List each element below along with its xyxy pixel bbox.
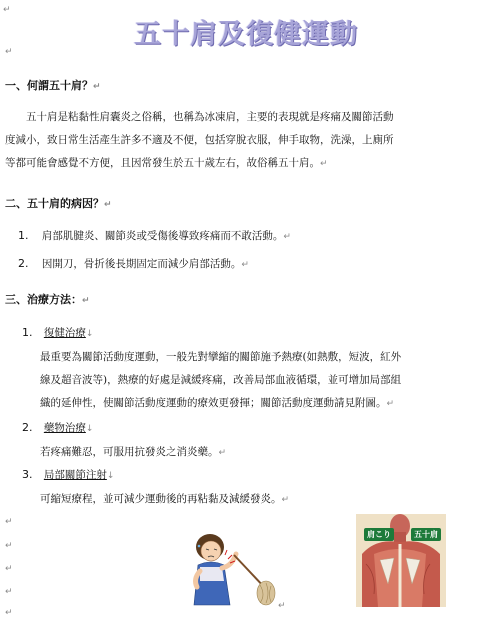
- woman-with-shoulder-pain-illustration: [180, 523, 276, 611]
- document-title: 五十肩及復健運動: [134, 19, 358, 50]
- paragraph-mark: ↵: [5, 587, 13, 597]
- paragraph-mark: ↵: [5, 517, 13, 527]
- paragraph-mark: ↵: [278, 601, 286, 611]
- treatment-item-2-line-1: 若疼痛難忍，可服用抗發炎之消炎藥。↵: [40, 446, 227, 458]
- section1-line-1: 五十肩是粘黏性肩囊炎之俗稱，也稱為冰凍肩，主要的表現就是疼痛及關節活動: [26, 111, 394, 123]
- treatment-item-3-line-1: 可縮短療程，並可減少運動後的再粘黏及減緩發炎。↵: [40, 493, 290, 505]
- anatomy-label-right: 五十肩: [411, 528, 441, 541]
- treatment-item-1-line-2: 線及超音波等)，熱療的好處是減緩疼痛，改善局部血液循環，並可增加局部組: [40, 374, 402, 386]
- cause-item-2: 2. 因開刀，骨折後長期固定而減少肩部活動。↵: [18, 257, 249, 270]
- treatment-item-1-title: 1. 復健治療↓: [22, 326, 94, 339]
- cause-item-1: 1. 肩部肌腱炎、關節炎或受傷後導致疼痛而不敢活動。↵: [18, 229, 291, 242]
- paragraph-mark: ↵: [5, 564, 13, 574]
- section1-line-2: 度減小，致日常生活產生許多不適及不便，包括穿脫衣服，伸手取物，洗澡，上廁所: [5, 134, 394, 146]
- treatment-item-2-title: 2. 藥物治療↓: [22, 421, 94, 434]
- treatment-item-1-line-1: 最重要為關節活動度運動，一般先對攣縮的關節施予熱療(如熱敷，短波，紅外: [40, 351, 402, 363]
- treatment-item-1-line-3: 織的延伸性，使關節活動度運動的療效更發揮；關節活動度運動請見附圖。↵: [40, 397, 395, 409]
- paragraph-mark: ↵: [3, 5, 11, 15]
- paragraph-mark: ↵: [5, 47, 13, 57]
- section3-heading: 三、治療方法：↵: [5, 293, 90, 306]
- section2-heading: 二、五十肩的病因？↵: [5, 197, 112, 210]
- paragraph-mark: ↵: [5, 608, 13, 618]
- shoulder-anatomy-illustration: [356, 514, 446, 607]
- paragraph-mark: ↵: [5, 541, 13, 551]
- section1-line-3: 等都可能會感覺不方便，且因常發生於五十歲左右，故俗稱五十肩。↵: [5, 157, 328, 169]
- anatomy-label-left: 肩こり: [364, 528, 394, 541]
- treatment-item-3-title: 3. 局部關節注射↓: [22, 468, 115, 481]
- section1-heading: 一、何謂五十肩？↵: [5, 79, 101, 92]
